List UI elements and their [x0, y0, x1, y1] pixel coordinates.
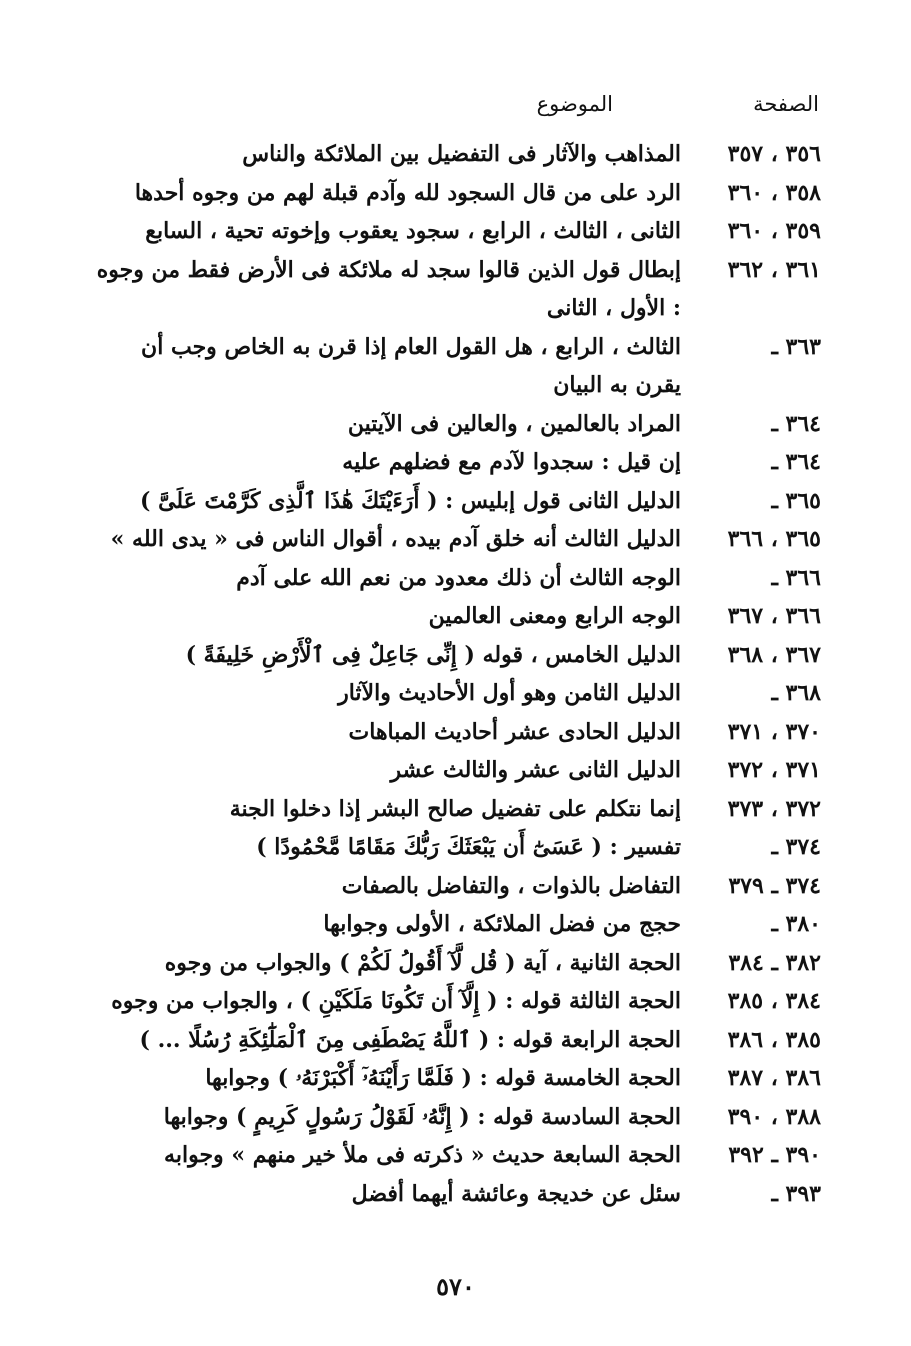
index-list	[90, 135, 821, 1213]
entry-topic: الحجة السادسة قوله : ( إِنَّهُۥ لَقَوْلُ رَسُولٍ كَرِيمٍ ) وجوابها	[163, 1103, 681, 1130]
index-entry	[90, 751, 821, 790]
entry-topic: الحجة الثالثة قوله : ( إِلَّآ أَن تَكُونَا مَلَكَيْنِ ) ، والجواب من وجوه	[111, 988, 681, 1014]
entry-pages: ٣٥٨ ، ٣٦٠	[727, 179, 821, 206]
entry-topic: المذاهب والآثار فى التفضيل بين الملائكة والناس	[242, 141, 681, 167]
entry-pages: ٣٨٤ ، ٣٨٥	[727, 988, 821, 1014]
entry-pages: ٣٨٨ ، ٣٩٠	[727, 1103, 821, 1130]
entry-pages: ٣٩٠ ـ ٣٩٢	[728, 1142, 821, 1168]
entry-pages: ٣٨٦ ، ٣٨٧	[727, 1065, 821, 1091]
entry-topic: تفسير : ( عَسَىٰٓ أَن يَبْعَثَكَ رَبُّكَ مَقَامًا مَّحْمُودًا )	[256, 834, 681, 860]
entry-pages: ٣٧١ ، ٣٧٢	[727, 757, 821, 783]
index-entry	[90, 405, 821, 444]
entry-pages: ٣٦٣ ـ	[771, 333, 821, 360]
index-entry	[90, 982, 821, 1021]
topic-column-header: الموضوع	[536, 92, 613, 116]
index-entry	[90, 713, 821, 752]
entry-pages: ٣٥٦ ، ٣٥٧	[727, 141, 821, 167]
entry-pages: ٣٧٢ ، ٣٧٣	[727, 795, 821, 822]
entry-pages: ٣٥٩ ، ٣٦٠	[727, 218, 821, 244]
index-entry	[90, 1059, 821, 1098]
index-entry	[90, 828, 821, 867]
entry-topic: إن قيل : سجدوا لآدم مع فضلهم عليه	[342, 449, 681, 475]
entry-topic: الثالث ، الرابع ، هل القول العام إذا قرن به الخاص وجب أن يقرن به البيان	[141, 333, 681, 398]
index-entry	[90, 559, 821, 598]
entry-pages: ٣٦٦ ، ٣٦٧	[727, 603, 821, 629]
index-entry	[90, 1136, 821, 1175]
entry-pages: ٣٦٧ ، ٣٦٨	[727, 641, 821, 668]
entry-pages: ٣٧٠ ، ٣٧١	[727, 718, 821, 745]
index-entry	[90, 482, 821, 521]
index-entry	[90, 905, 821, 944]
index-entry	[90, 135, 821, 174]
entry-pages: ٣٦١ ، ٣٦٢	[727, 256, 821, 283]
entry-topic: التفاضل بالذوات ، والتفاضل بالصفات	[341, 872, 681, 899]
entry-pages: ٣٧٤ ـ	[771, 834, 821, 860]
entry-topic: الدليل الثانى عشر والثالث عشر	[390, 757, 681, 783]
entry-pages: ٣٨٠ ـ	[771, 911, 821, 937]
entry-topic: الوجه الرابع ومعنى العالمين	[428, 603, 681, 629]
entry-topic: الدليل الثانى قول إبليس : ( أَرَءَيْتَكَ هَٰذَا ٱلَّذِى كَرَّمْتَ عَلَىَّ )	[140, 487, 681, 514]
entry-topic: إنما نتكلم على تفضيل صالح البشر إذا دخلوا الجنة	[229, 795, 681, 822]
index-entry	[90, 251, 821, 328]
entry-topic: المراد بالعالمين ، والعالين فى الآيتين	[347, 410, 681, 437]
entry-pages: ٣٦٨ ـ	[771, 680, 821, 706]
entry-topic: الدليل الحادى عشر أحاديث المباهات	[348, 718, 681, 745]
entry-topic: حجج من فضل الملائكة ، الأولى وجوابها	[323, 911, 681, 937]
index-entry	[90, 328, 821, 405]
entry-topic: الحجة الثانية ، آية ( قُل لَّآ أَقُولُ لَكُمْ ) والجواب من وجوه	[164, 949, 681, 976]
entry-topic: الثانى ، الثالث ، الرابع ، سجود يعقوب وإخوته تحية ، السابع	[145, 218, 681, 244]
entry-pages: ٣٨٥ ، ٣٨٦	[727, 1026, 821, 1053]
entry-topic: الحجة السابعة حديث « ذكرته فى ملأ خير منهم » وجوابه	[164, 1142, 681, 1168]
page-number: ٥٧٠	[436, 1272, 475, 1301]
entry-topic: الدليل الثالث أنه خلق آدم بيده ، أقوال الناس فى « يدى الله »	[110, 526, 681, 552]
entry-topic: الحجة الخامسة قوله : ( فَلَمَّا رَأَيْنَهُۥٓ أَكْبَرْنَهُۥ ) وجوابها	[205, 1065, 681, 1091]
index-entry	[90, 674, 821, 713]
index-entry	[90, 944, 821, 983]
entry-pages: ٣٦٦ ـ	[771, 564, 821, 591]
entry-pages: ٣٦٤ ـ	[771, 410, 821, 437]
index-entry	[90, 1175, 821, 1214]
index-entry	[90, 520, 821, 559]
entry-topic: الدليل الخامس ، قوله ( إِنِّى جَاعِلٌ فِى ٱلْأَرْضِ خَلِيفَةً )	[185, 641, 681, 668]
index-entry	[90, 790, 821, 829]
entry-topic: الرد على من قال السجود لله وآدم قبلة لهم من وجوه أحدها	[134, 179, 681, 206]
entry-topic: الحجة الرابعة قوله : ( ٱللَّهُ يَصْطَفِى مِنَ ٱلْمَلَٰٓئِكَةِ رُسُلًا ... )	[139, 1026, 681, 1053]
index-entry	[90, 636, 821, 675]
entry-pages: ٣٦٥ ، ٣٦٦	[727, 526, 821, 552]
entry-pages: ٣٩٣ ـ	[771, 1180, 821, 1207]
entry-topic: سئل عن خديجة وعائشة أيهما أفضل	[351, 1180, 681, 1207]
entry-pages: ٣٦٥ ـ	[771, 487, 821, 514]
entry-pages: ٣٨٢ ـ ٣٨٤	[728, 949, 821, 976]
index-entry	[90, 443, 821, 482]
index-entry	[90, 1098, 821, 1137]
entry-pages: ٣٦٤ ـ	[771, 449, 821, 475]
index-entry	[90, 174, 821, 213]
index-entry	[90, 867, 821, 906]
index-entry	[90, 597, 821, 636]
entry-pages: ٣٧٤ ـ ٣٧٩	[728, 872, 821, 899]
index-entry	[90, 1021, 821, 1060]
entry-topic: إبطال قول الذين قالوا سجد له ملائكة فى الأرض فقط من وجوه : الأول ، الثانى	[96, 256, 681, 321]
entry-topic: الدليل الثامن وهو أول الأحاديث والآثار	[338, 680, 681, 706]
index-entry	[90, 212, 821, 251]
pages-column-header: الصفحة	[753, 92, 819, 116]
entry-topic: الوجه الثالث أن ذلك معدود من نعم الله على آدم	[236, 564, 681, 591]
